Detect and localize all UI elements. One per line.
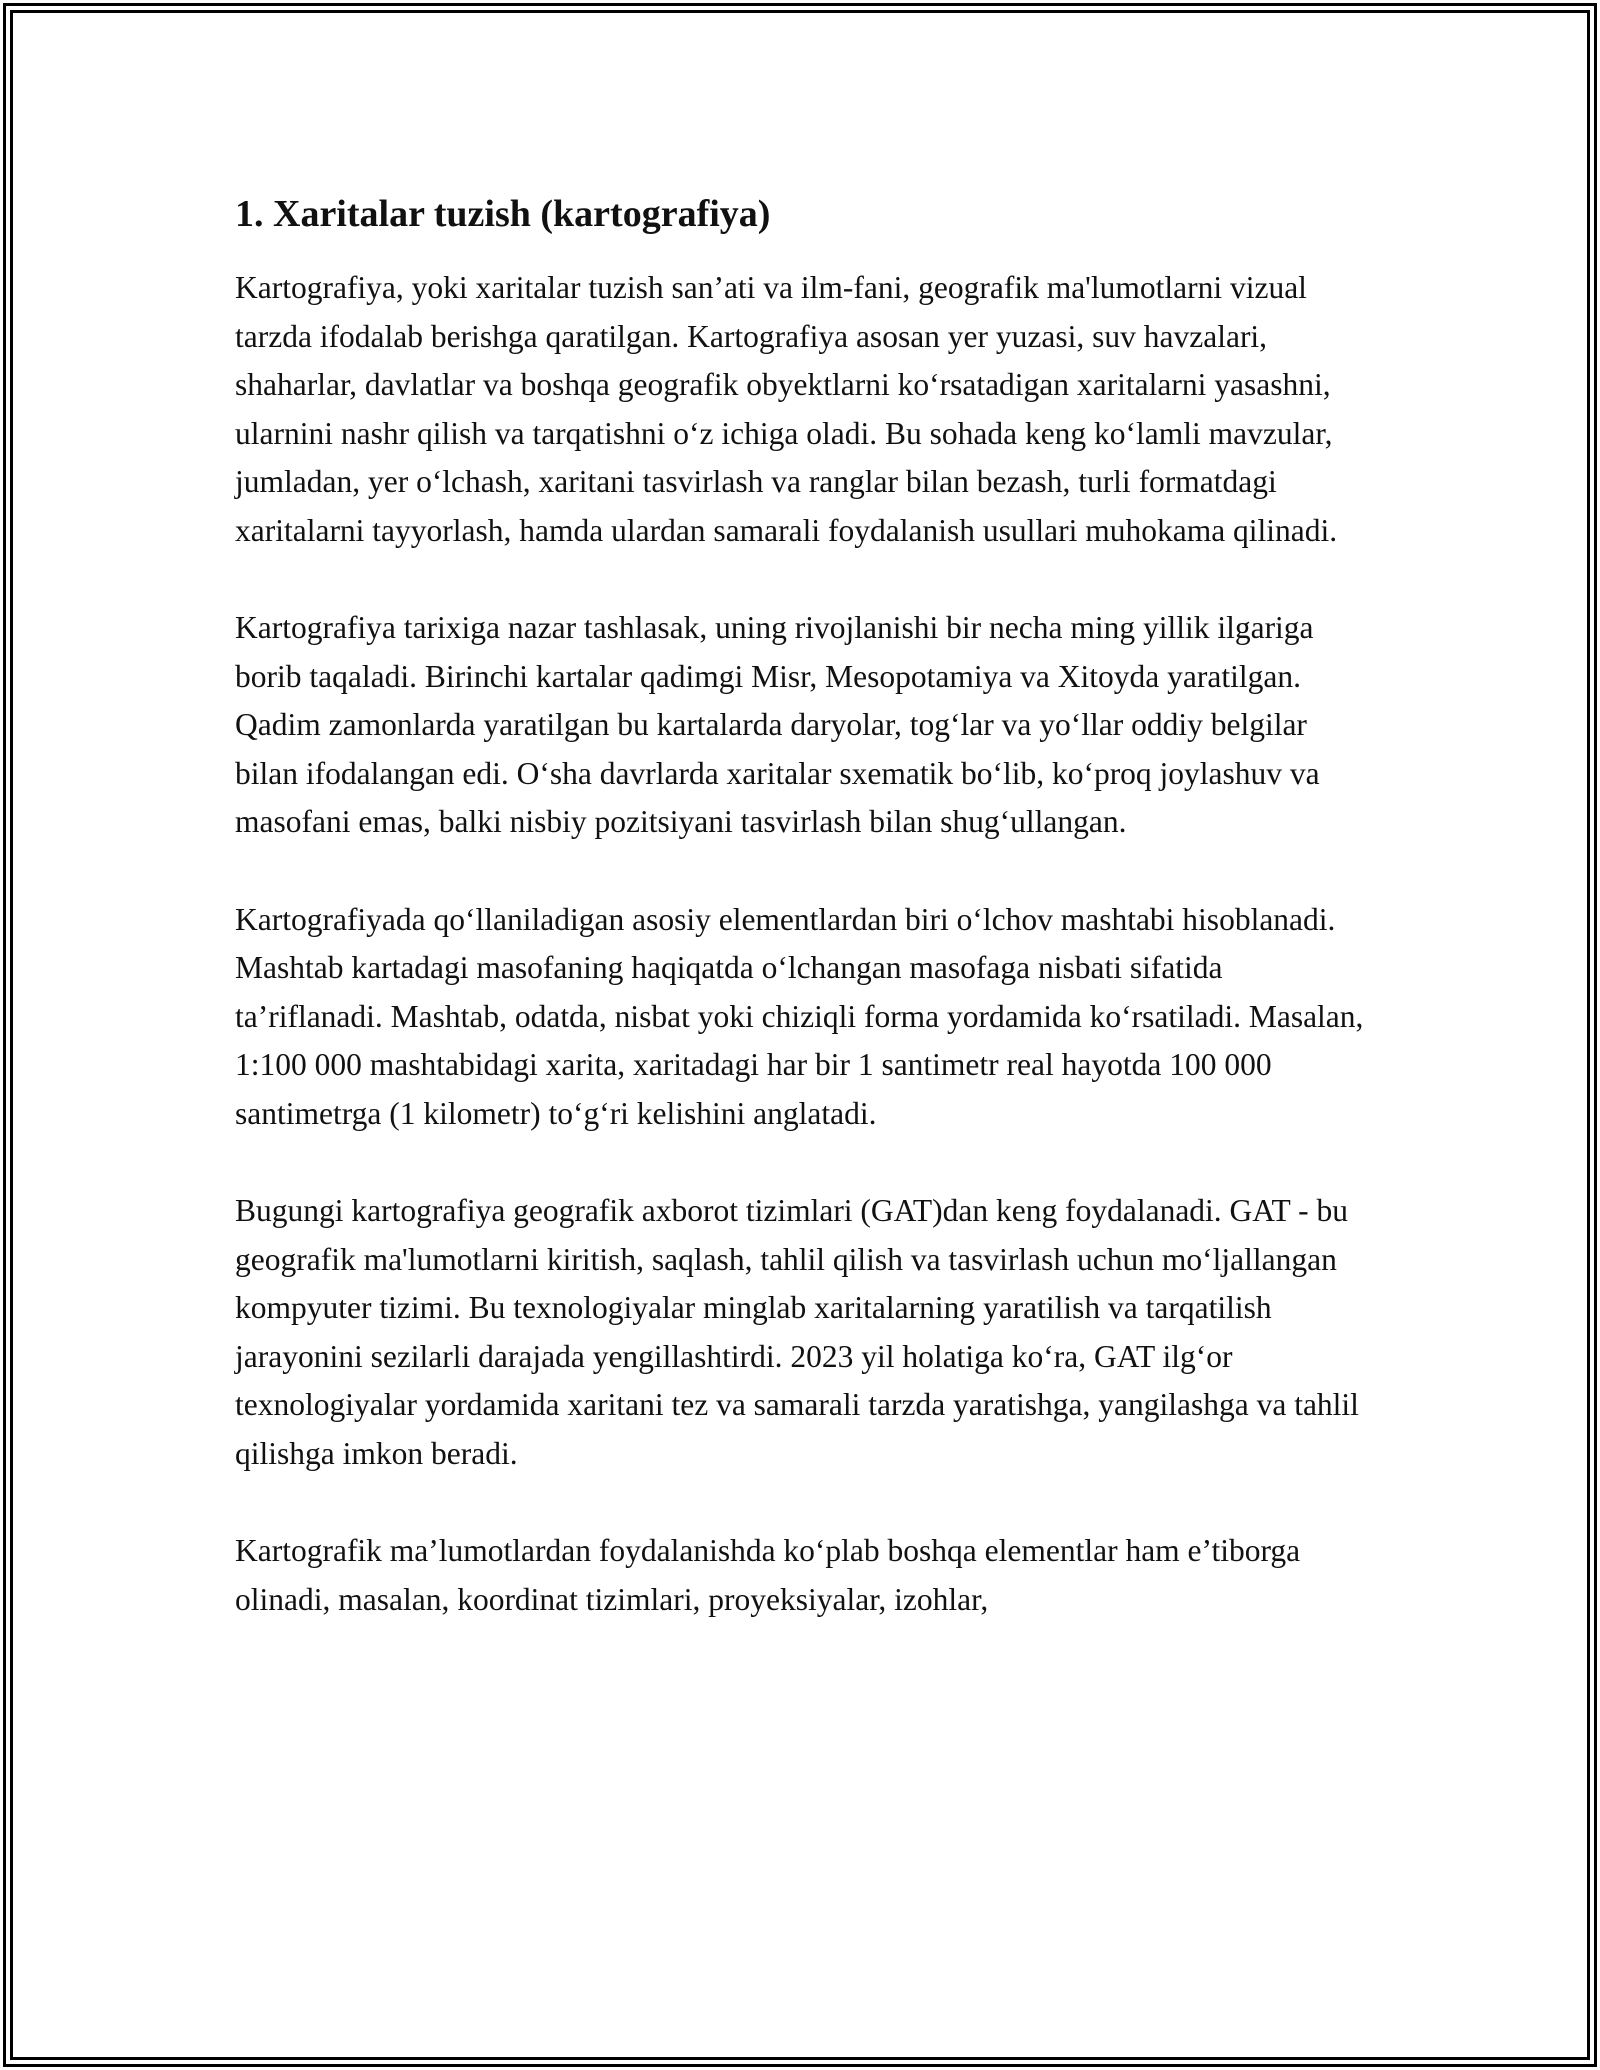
paragraph-1: Kartografiya, yoki xaritalar tuzish san’ati va ilm-fani, geografik ma'lumotlarni vizual tarzda ifodalab berishga qaratilgan. Kartografiya asosan yer yuzasi, suv havzalari, shaharlar, davlatlar va boshqa geografik obyektlarni koʻrsatadigan xaritalarni yasashni, ularnini nashr qilish va tarqatishni oʻz ichiga oladi. Bu sohada keng koʻlamli mavzular, jumladan, yer oʻlchash, xaritani tasvirlash va ranglar bilan bezash, turli formatdagi xaritalarni tayyorlash, hamda ulardan samarali foydalanish usullari muhokama qilinadi. bbox=[235, 270, 1338, 548]
document-body bbox=[235, 190, 1375, 1624]
paragraph-3: Kartografiyada qoʻllaniladigan asosiy elementlardan biri oʻlchov mashtabi hisoblanadi. Mashtab kartadagi masofaning haqiqatda oʻlchangan masofaga nisbati sifatida ta’riflanadi. Mashtab, odatda, nisbat yoki chiziqli forma yordamida koʻrsatiladi. Masalan, 1:100 000 mashtabidagi xarita, xaritadagi har bir 1 santimetr real hayotda 100 000 santimetrga (1 kilometr) toʻgʻri kelishini anglatadi. bbox=[235, 901, 1364, 1131]
paragraph-2: Kartografiya tarixiga nazar tashlasak, uning rivojlanishi bir necha ming yillik ilgariga borib taqaladi. Birinchi kartalar qadimgi Misr, Mesopotamiya va Xitoyda yaratilgan. Qadim zamonlarda yaratilgan bu kartalarda daryolar, togʻlar va yoʻllar oddiy belgilar bilan ifodalangan edi. Oʻsha davrlarda xaritalar sxematik boʻlib, koʻproq joylashuv va masofani emas, balki nisbiy pozitsiyani tasvirlash bilan shugʻullangan. bbox=[235, 610, 1320, 839]
paragraph-4: Bugungi kartografiya geografik axborot tizimlari (GAT)dan keng foydalanadi. GAT - bu geografik ma'lumotlarni kiritish, saqlash, tahlil qilish va tasvirlash uchun moʻljallangan kompyuter tizimi. Bu texnologiyalar minglab xaritalarning yaratilish va tarqatilish jarayonini sezilarli darajada yengillashtirdi. 2023 yil holatiga koʻra, GAT ilgʻor texnologiyalar yordamida xaritani tez va samarali tarzda yaratishga, yangilashga va tahlil qilishga imkon beradi. bbox=[235, 1193, 1359, 1471]
section-title: 1. Xaritalar tuzish (kartografiya) bbox=[235, 193, 771, 235]
paragraph-5: Kartografik ma’lumotlardan foydalanishda koʻplab boshqa elementlar ham e’tiborga olinadi, masalan, koordinat tizimlari, proyeksiyalar, izohlar, bbox=[235, 1533, 1301, 1617]
